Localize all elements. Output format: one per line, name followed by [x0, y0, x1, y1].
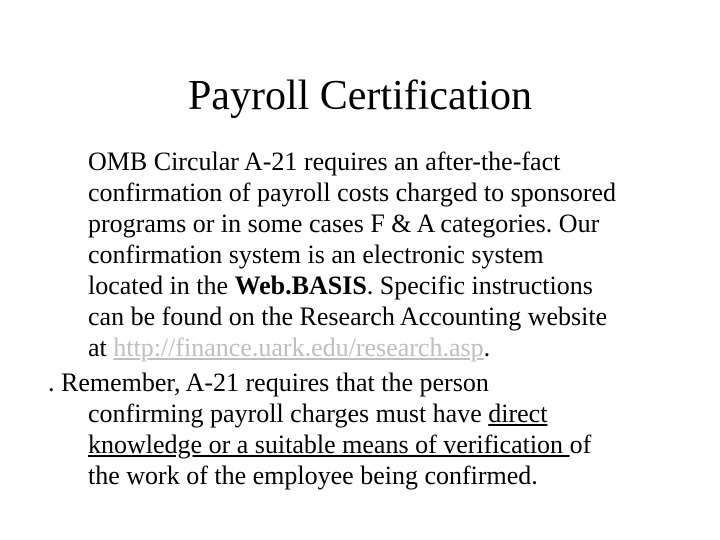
para1-line-7-end: .	[483, 333, 491, 362]
para2-line-4: the work of the employee being confirmed.	[88, 461, 538, 490]
para1-line-1: OMB Circular A-21 requires an after-the-fact	[88, 147, 561, 176]
para2-line-1: . Remember, A-21 requires that the person	[48, 368, 489, 397]
page-title: Payroll Certification	[187, 73, 533, 119]
para2-line-3	[48, 429, 591, 460]
para1-line-2: confirmation of payroll costs charged to sponsored	[88, 178, 617, 207]
para1-line-3: programs or in some cases F & A categories. Our	[88, 209, 600, 238]
research-accounting-link[interactable]: http://finance.uark.edu/research.asp	[113, 333, 484, 362]
para1-line-7-start: at	[88, 333, 114, 362]
knowledge-underlined: knowledge or a suitable means of verification	[88, 430, 570, 459]
webbasis-term: Web.BASIS	[234, 271, 367, 300]
paragraph-reminder	[48, 367, 591, 491]
para1-line-7	[88, 332, 616, 363]
para2-line-2-start: confirming payroll charges must have	[88, 399, 489, 428]
para1-line-6: can be found on the Research Accounting website	[88, 302, 608, 331]
para1-line-5-start: located in the	[88, 271, 235, 300]
para1-line-5-end: . Specific instructions	[366, 271, 593, 300]
para1-line-5	[88, 270, 616, 301]
para2-line-2	[48, 398, 591, 429]
para2-line-3-end: of	[569, 430, 592, 459]
para1-line-4: confirmation system is an electronic system	[88, 240, 544, 269]
direct-underlined: direct	[488, 399, 548, 428]
paragraph-omb-circular	[88, 146, 616, 363]
